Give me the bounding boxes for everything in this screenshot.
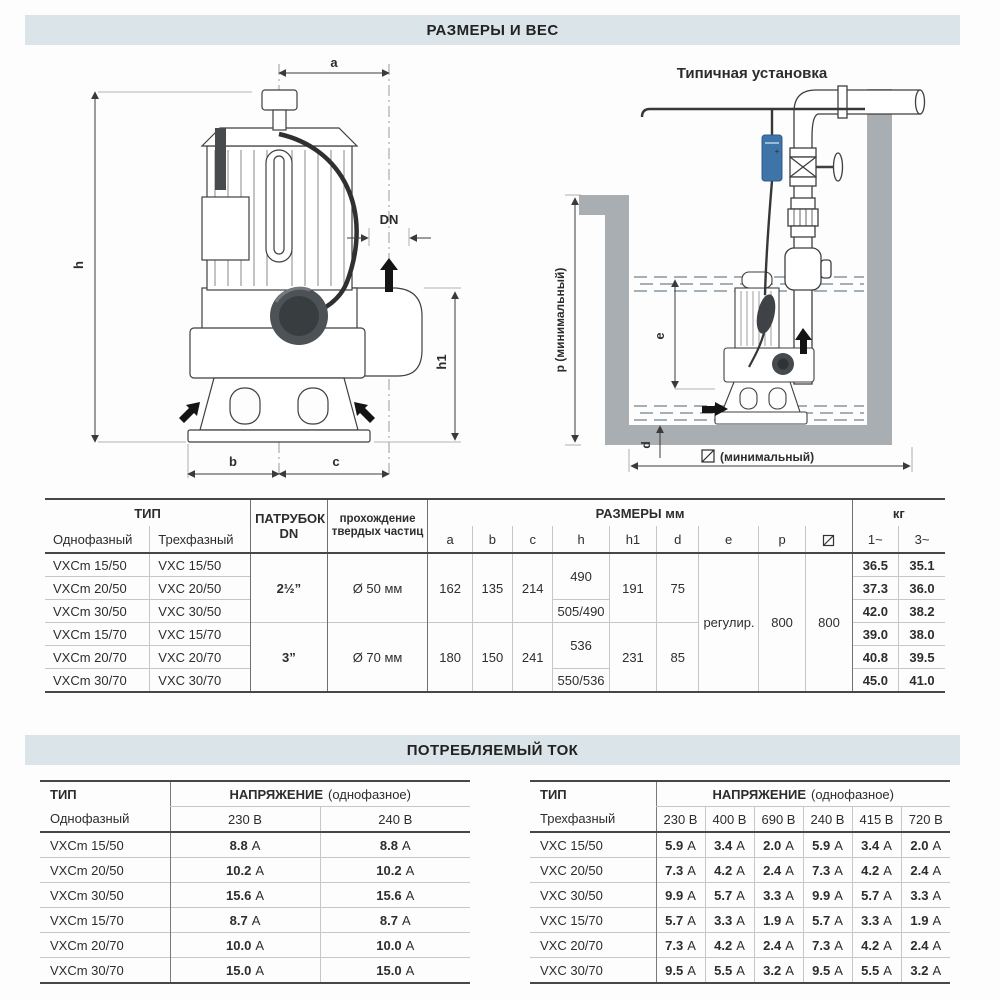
amp-cell: 3.3 A [705,908,754,933]
amp-cell: 4.2 A [852,858,901,883]
amp-cell: 4.2 A [852,933,901,958]
amp-cell: 7.3 A [656,858,705,883]
header-row-1 [530,781,950,807]
solids-value: Ø 70 мм [327,623,428,693]
voltage-header: НАПРЯЖЕНИЕ (однофазное) [170,781,470,807]
amp-cell: 15.6 A [320,883,470,908]
amp-cell: 5.7 A [852,883,901,908]
model-single: VXCm 30/50 [45,600,150,623]
amp-cell: 1.9 A [754,908,803,933]
phase-header: Трехфазный [530,807,656,833]
table-row [40,933,470,958]
voltage-230: 230 В [170,807,320,833]
current-table-three-phase [530,780,950,984]
pit-diagonal-square-icon [702,450,714,462]
model: VXCm 20/50 [40,858,170,883]
amp-cell: 4.2 A [705,933,754,958]
table-row [530,908,950,933]
voltage-col: 415 В [852,807,901,833]
col-e: e [699,526,758,553]
float-switch [270,287,328,345]
amp-cell: 7.3 A [803,933,852,958]
h1-value: 231 [609,623,656,693]
dim-pit-min-label: (минимальный) [720,450,815,464]
pit-diagonal-square-icon [822,534,835,547]
col-h1: h1 [609,526,656,553]
amp-cell: 2.4 A [901,933,950,958]
model: VXC 15/70 [530,908,656,933]
amp-cell: 4.2 A [705,858,754,883]
voltage-col: 400 В [705,807,754,833]
pit-value: 800 [806,553,852,692]
single-phase-header: Однофазный [45,526,150,553]
amp-cell: 10.0 A [170,933,320,958]
voltage-header: НАПРЯЖЕНИЕ (однофазное) [656,781,950,807]
kg1-value: 40.8 [852,646,898,669]
kg1-value: 37.3 [852,577,898,600]
phase-header: Однофазный [40,807,170,833]
voltage-col: 240 В [803,807,852,833]
table-row [40,883,470,908]
model: VXCm 20/70 [40,933,170,958]
type-header: ТИП [50,786,77,802]
dim-b-c [188,444,389,478]
dimensions-weight-table [45,498,945,693]
pump-dimension-drawing [52,50,482,490]
flow-arrow-up [380,258,398,292]
col-d: d [657,526,699,553]
header-row-2 [45,526,945,553]
header-row-1 [40,781,470,807]
amp-cell: 2.0 A [754,832,803,858]
section-header-dimensions-weight [25,15,960,45]
table-row [40,958,470,984]
model-three: VXC 15/70 [150,623,251,646]
amp-cell: 3.4 A [852,832,901,858]
amp-cell: 8.7 A [170,908,320,933]
model-single: VXCm 20/70 [45,646,150,669]
b-value: 135 [472,553,512,623]
amp-cell: 5.7 A [803,908,852,933]
amp-cell: 10.2 A [320,858,470,883]
dim-dn-label: DN [379,212,399,227]
amp-cell: 15.6 A [170,883,320,908]
col-a: a [428,526,472,553]
model-single: VXCm 20/50 [45,577,150,600]
amp-cell: 3.3 A [901,883,950,908]
three-phase-header: Трехфазный [150,526,251,553]
model: VXCm 15/70 [40,908,170,933]
amp-cell: 7.3 A [656,933,705,958]
installation-title: Типичная установка [676,65,828,82]
h1-value: 191 [609,553,656,623]
dim-pit-min [629,447,912,472]
h-value: 536 [553,623,609,669]
amp-cell: 15.0 A [170,958,320,984]
c-value: 214 [513,553,553,623]
e-value: регулир. [699,553,758,692]
amp-cell: 9.9 A [656,883,705,908]
model-three: VXC 20/70 [150,646,251,669]
b-value: 150 [472,623,512,693]
voltage-240: 240 В [320,807,470,833]
amp-cell: 5.7 A [705,883,754,908]
model-three: VXC 30/70 [150,669,251,693]
kg1-value: 36.5 [852,553,898,577]
dim-b-label: b [229,454,237,469]
section-header-current-draw [25,735,960,765]
amp-cell: 8.8 A [320,832,470,858]
col-kg1: 1~ [852,526,898,553]
amp-cell: 3.3 A [754,883,803,908]
voltage-col: 230 В [656,807,705,833]
current-table-single-phase [40,780,470,984]
model: VXC 15/50 [530,832,656,858]
amp-cell: 7.3 A [803,858,852,883]
amp-cell: 3.2 A [901,958,950,984]
pump-float [772,353,794,375]
kg1-value: 42.0 [852,600,898,623]
dim-a-label: a [330,55,338,70]
model: VXC 30/50 [530,883,656,908]
amp-cell: 5.7 A [656,908,705,933]
solids-passage-header: прохождение твердых частиц [327,499,428,553]
col-b: b [472,526,512,553]
dim-h1-label: h1 [434,354,449,370]
amp-cell: 5.9 A [656,832,705,858]
voltage-col: 690 В [754,807,803,833]
typical-installation-drawing [552,52,997,487]
amp-cell: 9.5 A [803,958,852,984]
header-row-2 [40,807,470,833]
section-title: ПОТРЕБЛЯЕМЫЙ ТОК [406,741,579,759]
h-value: 550/536 [553,669,609,693]
table-row [40,908,470,933]
plus-mark: + [774,147,780,156]
dim-p-label: p (минимальный) [553,267,567,373]
h-value: 490 [553,553,609,600]
kg1-value: 45.0 [852,669,898,693]
dim-p [553,195,581,445]
model-single: VXCm 30/70 [45,669,150,693]
amp-cell: 2.4 A [754,933,803,958]
kg3-value: 39.5 [899,646,945,669]
amp-cell: 5.9 A [803,832,852,858]
col-kg3: 3~ [899,526,945,553]
a-value: 162 [428,553,472,623]
amp-cell: 10.0 A [320,933,470,958]
model-single: VXCm 15/50 [45,553,150,577]
dim-e-label: e [652,332,667,340]
table-row [40,858,470,883]
amp-cell: 3.4 A [705,832,754,858]
a-value: 180 [428,623,472,693]
solids-value: Ø 50 мм [327,553,428,623]
dim-d-label: d [639,441,653,449]
dim-c-label: c [332,454,340,469]
amp-cell: 3.3 A [852,908,901,933]
kg3-value: 38.0 [899,623,945,646]
dim-e [652,280,715,389]
branch-dn-header: ПАТРУБОК DN [251,499,328,553]
amp-cell: 3.2 A [754,958,803,984]
table-row [530,883,950,908]
col-c: c [513,526,553,553]
table-row [45,553,945,577]
col-h: h [553,526,609,553]
table-row [530,958,950,984]
kg3-value: 38.2 [899,600,945,623]
p-value: 800 [758,553,805,692]
amp-cell: 1.9 A [901,908,950,933]
model-three: VXC 30/50 [150,600,251,623]
table-row [530,858,950,883]
model: VXC 20/50 [530,858,656,883]
amp-cell: 2.0 A [901,832,950,858]
col-pit-icon [806,526,852,553]
kg-header: кг [852,499,945,526]
d-value: 75 [657,553,699,623]
control-box [762,135,782,181]
c-value: 241 [513,623,553,693]
kg3-value: 41.0 [899,669,945,693]
kg1-value: 39.0 [852,623,898,646]
type-header: ТИП [540,786,567,802]
table-row [530,832,950,858]
model-three: VXC 15/50 [150,553,251,577]
dn-value: 2½” [251,553,328,623]
amp-cell: 9.5 A [656,958,705,984]
model: VXCm 15/50 [40,832,170,858]
amp-cell: 2.4 A [754,858,803,883]
header-row-2 [530,807,950,833]
voltage-col: 720 В [901,807,950,833]
model: VXC 30/70 [530,958,656,984]
table-row [40,832,470,858]
model: VXCm 30/50 [40,883,170,908]
kg3-value: 36.0 [899,577,945,600]
dn-value: 3” [251,623,328,693]
table-row [530,933,950,958]
type-header: ТИП [134,505,161,521]
model: VXCm 30/70 [40,958,170,984]
amp-cell: 15.0 A [320,958,470,984]
amp-cell: 10.2 A [170,858,320,883]
h-value: 505/490 [553,600,609,623]
amp-cell: 5.5 A [852,958,901,984]
model-single: VXCm 15/70 [45,623,150,646]
amp-cell: 2.4 A [901,858,950,883]
amp-cell: 9.9 A [803,883,852,908]
dim-a [279,55,389,73]
inlet-arrow-left [179,402,200,423]
amp-cell: 8.8 A [170,832,320,858]
dim-h-label: h [71,261,86,269]
kg3-value: 35.1 [899,553,945,577]
amp-cell: 8.7 A [320,908,470,933]
header-row-1 [45,499,945,526]
sizes-header: РАЗМЕРЫ мм [428,499,852,526]
amp-cell: 5.5 A [705,958,754,984]
section-title: РАЗМЕРЫ И ВЕС [426,21,559,39]
col-p: p [758,526,805,553]
d-value: 85 [657,623,699,693]
model-three: VXC 20/50 [150,577,251,600]
inlet-arrow-right [354,402,375,423]
model: VXC 20/70 [530,933,656,958]
